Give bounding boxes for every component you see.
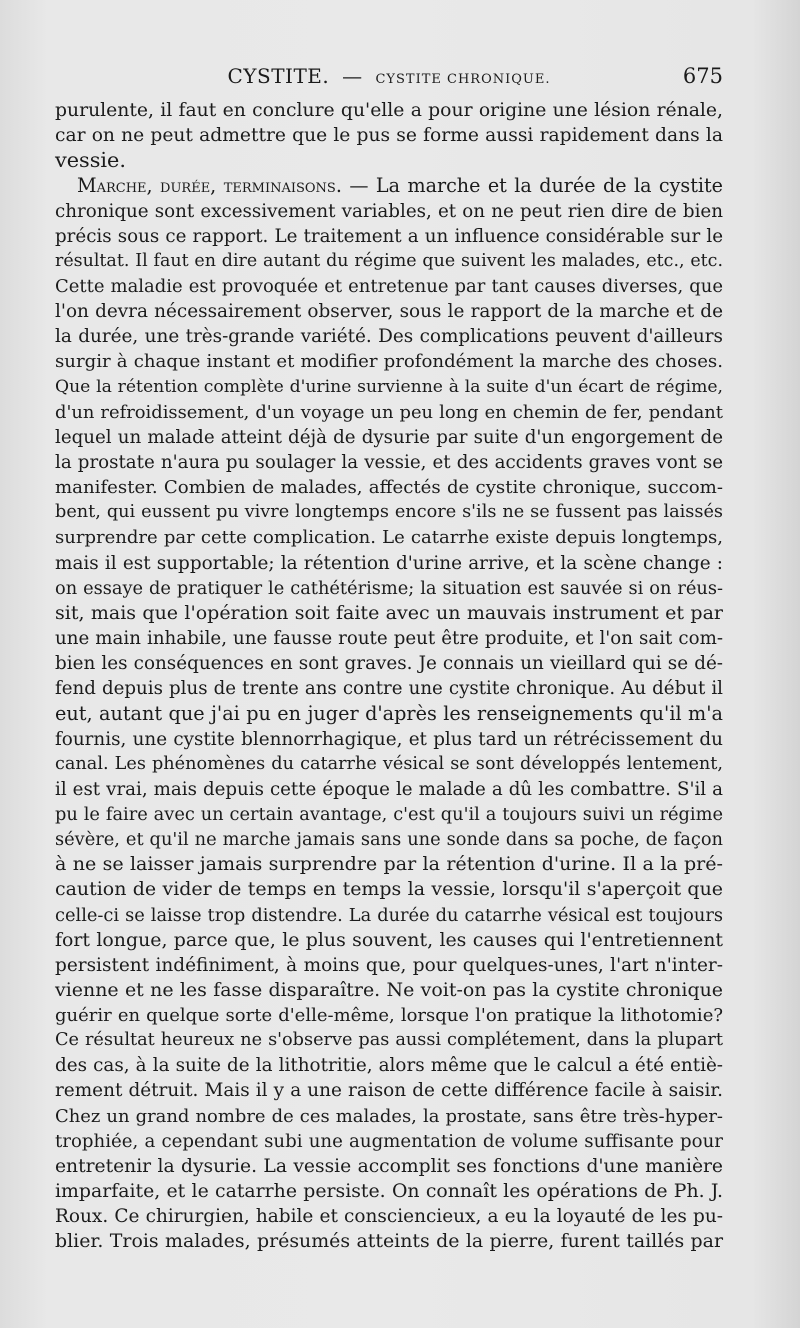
text-line: la prostate n'aura pu soulager la vessie, et des accidents graves vont se	[55, 451, 723, 473]
text-line: chronique sont excessivement variables, et on ne peut rien dire de bien	[55, 200, 723, 222]
text-line: entretenir la dysurie. La vessie accomplit ses fonctions d'une manière	[55, 1155, 723, 1177]
text-line: caution de vider de temps en temps la vessie, lorsqu'il s'aperçoit que	[55, 878, 723, 901]
text-line: vienne et ne les fasse disparaître. Ne voit-on pas la cystite chronique	[55, 978, 723, 1001]
section-heading: Marche, durée, terminaisons.	[77, 174, 342, 198]
text-line: fort longue, parce que, le plus souvent, les causes qui l'entretiennent	[55, 928, 723, 951]
running-head-subtitle: CYSTITE CHRONIQUE.	[375, 72, 551, 87]
page-number: 675	[682, 64, 723, 88]
text-line: Ce résultat heureux ne s'observe pas aussi complétement, dans la plupart	[55, 1030, 723, 1051]
text-line: rement détruit. Mais il y a une raison de cette différence facile à saisir.	[55, 1080, 723, 1102]
page-header	[55, 64, 723, 92]
text-line: une main inhabile, une fausse route peut être produite, et l'on sait com-	[55, 627, 723, 649]
body-text	[55, 98, 723, 1254]
text-line: Chez un grand nombre de ces malades, la prostate, sans être très-hyper-	[55, 1105, 723, 1127]
text-line: il est vrai, mais depuis cette époque le malade a dû les combattre. S'il a	[55, 778, 723, 800]
text-line: eut, autant que j'ai pu en juger d'après les renseignements qu'il m'a	[55, 702, 723, 726]
text-line: celle-ci se laisse trop distendre. La durée du catarrhe vésical est toujours	[55, 904, 723, 926]
text-line: fend depuis plus de trente ans contre une cystite chronique. Au début il	[55, 678, 723, 700]
text-line: purulente, il faut en conclure qu'elle a pour origine une lésion rénale,	[55, 100, 723, 121]
text-line: précis sous ce rapport. Le traitement a un influence considérable sur le	[55, 225, 723, 247]
text-line: imparfaite, et le catarrhe persiste. On connaît les opérations de Ph. J.	[55, 1180, 723, 1203]
running-head-dash: —	[342, 64, 363, 88]
text-line: guérir en quelque sorte d'elle-même, lorsque l'on pratique la lithotomie?	[55, 1005, 723, 1027]
running-head-title: CYSTITE.	[227, 64, 330, 88]
text-line: vessie.	[55, 148, 126, 173]
text-line: Roux. Ce chirurgien, habile et consciencieux, a eu la loyauté de les pu-	[55, 1206, 723, 1228]
text-line: persistent indéfiniment, à moins que, pour quelques-unes, l'art n'inter-	[55, 954, 723, 976]
text-line: bien les conséquences en sont graves. Je connais un vieillard qui se dé-	[55, 653, 723, 675]
section-heading-line	[55, 173, 723, 198]
text-line: résultat. Il faut en dire autant du régime que suivent les malades, etc., etc.	[55, 250, 723, 271]
text-line: car on ne peut admettre que le pus se forme aussi rapidement dans la	[55, 125, 723, 147]
text-line: Que la rétention complète d'urine survienne à la suite d'un écart de régime,	[55, 376, 723, 397]
text-line: à ne se laisser jamais surprendre par la rétention d'urine. Il a la pré-	[55, 853, 723, 876]
text-line: surgir à chaque instant et modifier profondément la marche des choses.	[55, 351, 723, 373]
text-line: l'on devra nécessairement observer, sous le rapport de la marche et de	[55, 301, 723, 323]
text-line: sit, mais que l'opération soit faite avec un mauvais instrument et par	[55, 601, 723, 624]
text-line: sévère, et qu'il ne marche jamais sans une sonde dans sa poche, de façon	[55, 829, 723, 851]
text-line: pu le faire avec un certain avantage, c'est qu'il a toujours suivi un régime	[55, 803, 723, 825]
text-line: manifester. Combien de malades, affectés de cystite chronique, succom-	[55, 477, 723, 499]
text-line: blier. Trois malades, présumés atteints de la pierre, furent taillés par	[55, 1230, 723, 1253]
text-line: Cette maladie est provoquée et entretenue par tant causes diverses, que	[55, 275, 723, 297]
text-line: d'un refroidissement, d'un voyage un peu long en chemin de fer, pendant	[55, 401, 723, 423]
text-line: trophiée, a cependant subi une augmentation de volume suffisante pour	[55, 1130, 723, 1152]
section-heading-continuation: — La marche et la durée de la cystite	[341, 174, 723, 198]
text-line: on essaye de pratiquer le cathétérisme; la situation est sauvée si on réus-	[55, 577, 723, 599]
running-head	[55, 64, 723, 88]
text-line: lequel un malade atteint déjà de dysurie par suite d'un engorgement de	[55, 426, 723, 448]
text-line: bent, qui eussent pu vivre longtemps encore s'ils ne se fussent pas laissés	[55, 502, 723, 523]
text-line: canal. Les phénomènes du catarrhe vésical se sont développés lentement,	[55, 753, 723, 774]
text-line: surprendre par cette complication. Le catarrhe existe depuis longtemps,	[55, 527, 723, 549]
text-line: la durée, une très-grande variété. Des complications peuvent d'ailleurs	[55, 326, 723, 348]
text-line: des cas, à la suite de la lithotritie, alors même que le calcul a été entiè-	[55, 1055, 723, 1077]
text-line: fournis, une cystite blennorrhagique, et plus tard un rétrécissement du	[55, 728, 723, 750]
text-line: mais il est supportable; la rétention d'urine arrive, et la scène change :	[55, 552, 723, 574]
